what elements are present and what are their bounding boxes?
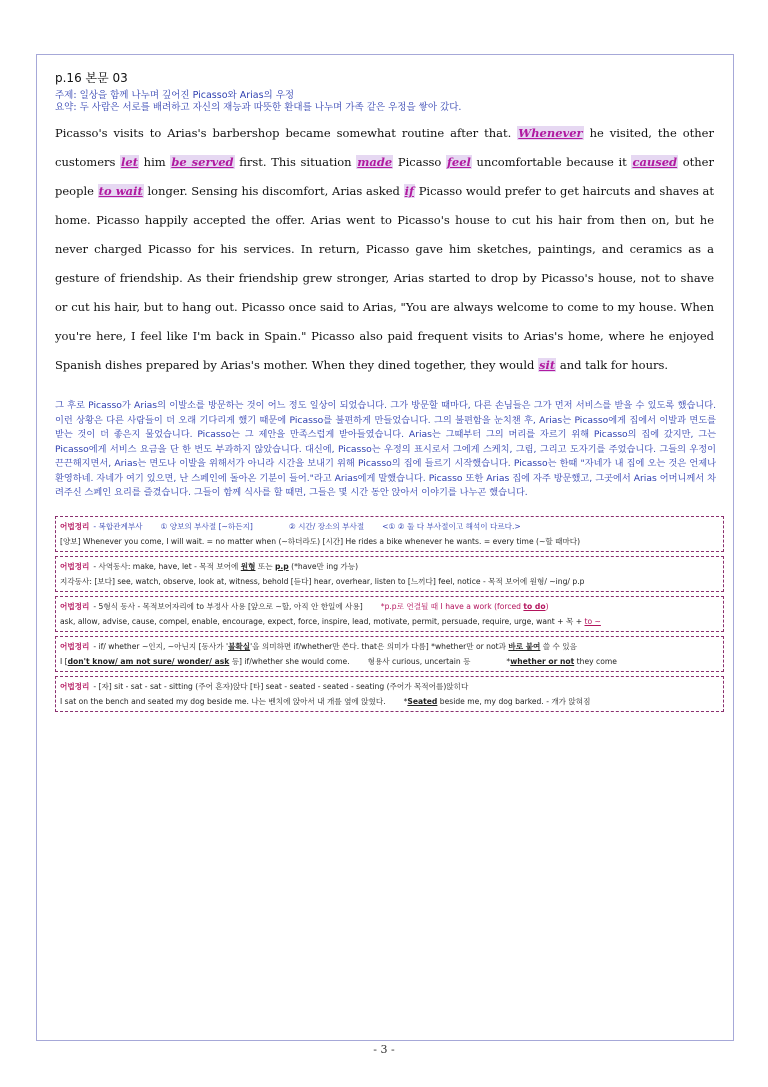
grammar-note-box: 어법정리 - 복합관계부사 ① 양보의 부사절 [~하든지] ② 시간/ 장소의 부사절 <① ② 둘 다 부사절이고 해석이 다르다.> [양보] Whenever you come, I will wait. = no matter when (~하더라도) [시간] He rides a bike whenever he wants. = every time (~할 때마다) bbox=[55, 516, 724, 552]
passage-text: Picasso's visits to Arias's barbershop became somewhat routine after that. Whenever he visited, the other customers let him be served first. This situation made Picasso feel uncomfortable because it caused other people to wait longer. Sensing his discomfort, Arias asked if Picasso would prefer to get haircuts and shaves at home. Picasso happily accepted the offer. Arias went to Picasso's house to cut his hair from then on, but he never charged Picasso for his services. In return, Picasso gave him sketches, paintings, and ceramics as a gesture of friendship. As their friendship grew stronger, Arias started to drop by Picasso's house, not to shave or cut his hair, but to hang out. Picasso once said to Arias, "You are always welcome to come to my house. When you're here, I feel like I'm back in Spain." Picasso also paid frequent visits to Arias's home, where he enjoyed Spanish dishes prepared by Arias's mother. When they dined together, they would sit and talk for hours. bbox=[55, 126, 714, 372]
header bbox=[55, 70, 715, 114]
grammar-highlight: Whenever bbox=[518, 126, 583, 140]
grammar-highlight: sit bbox=[539, 358, 556, 372]
note-title: 어법정리 bbox=[60, 562, 90, 571]
grammar-highlight: feel bbox=[446, 155, 471, 169]
summary-line: 요약: 두 사람은 서로를 배려하고 자신의 재능과 따뜻한 환대를 나누며 가족 같은 우정을 쌓아 갔다. bbox=[55, 102, 462, 113]
grammar-highlight: if bbox=[404, 184, 414, 198]
grammar-highlight: be served bbox=[171, 155, 234, 169]
grammar-highlight: let bbox=[121, 155, 139, 169]
page-reference: p.16 본문 03 bbox=[55, 71, 128, 85]
page-number: - 3 - bbox=[373, 1043, 395, 1056]
grammar-highlight: caused bbox=[632, 155, 678, 169]
grammar-note-box: 어법정리 - if/ whether ~인지, ~아닌지 [동사가 '불확실'을 의미하면 if/whether만 쓴다. that은 의미가 다름] *whether만 or not과 바로 붙여 쓸 수 있음 I [don't know/ am not sure/ wonder/ ask 등] if/whether she would come. 형용사 curious, uncertain 등 *whether or not they come bbox=[55, 636, 724, 672]
grammar-note-box: 어법정리 - [자] sit - sat - sat - sitting (주어 혼자)앉다 [타] seat - seated - seated - seating (주어가 목적어를)앉히다 I sat on the bench and seated my dog beside me. 나는 벤치에 앉아서 내 개를 옆에 앉혔다. *Seated beside me, my dog barked. - 개가 앉혀짐 bbox=[55, 676, 724, 712]
note-title: 어법정리 bbox=[60, 682, 90, 691]
grammar-highlight: to wait bbox=[98, 184, 143, 198]
note-title: 어법정리 bbox=[60, 642, 90, 651]
grammar-note-box: 어법정리 - 사역동사: make, have, let - 목적 보어에 원형 또는 p.p (*have만 ing 가능) 지각동사: [보다] see, watch, observe, look at, witness, behold [듣다] hear, overhear, listen to [느끼다] feel, notice - 목적 보어에 원형/ ~ing/ p.p bbox=[55, 556, 724, 592]
korean-translation: 그 후로 Picasso가 Arias의 이발소를 방문하는 것이 어느 정도 일상이 되었습니다. 그가 방문할 때마다, 다른 손님들은 그가 먼저 서비스를 받을 수 있도록 했습니다. 이런 상황은 다른 사람들이 더 오래 기다리게 했기 때문에 Picasso를 불편하게 만들었습니다. 그의 불편함을 눈치챈 후, Arias는 Picasso에게 집에서 이발과 면도를 받는 것이 더 좋은지 물었습니다. Picasso는 그 제안을 만족스럽게 받아들였습니다. Arias는 그때부터 그의 머리를 자르기 위해 Picasso의 집에 갔지만, 그는 Picasso에게 서비스 요금을 단 한 번도 부과하지 않았습니다. 대신에, Picasso는 우정의 표시로서 그에게 스케치, 그림, 그리고 도자기를 주었습니다. 그들의 우정이 끈끈해지면서, Arias는 면도나 이발을 위해서가 아니라 시간을 보내기 위해 Picasso의 집에 들르기 시작했습니다. Picasso는 한때 "자네가 내 집에 오는 것은 언제나 환영하네. 자네가 여기 있으면, 난 스페인에 돌아온 기분이 들어."라고 Arias에게 말했습니다. Picasso 또한 Arias 집에 자주 방문했고, 그곳에서 Arias 어머니께서 차려주신 스페인 요리를 즐겼습니다. 그들이 함께 식사를 할 때면, 그들은 몇 시간 동안 앉아서 이야기를 나누곤 했습니다. bbox=[55, 400, 716, 498]
topic-line: 주제: 일상을 함께 나누며 깊어진 Picasso와 Arias의 우정 bbox=[55, 90, 295, 101]
grammar-highlight: made bbox=[357, 155, 393, 169]
grammar-notes bbox=[55, 516, 724, 716]
note-title: 어법정리 bbox=[60, 602, 90, 611]
note-title: 어법정리 bbox=[60, 522, 90, 531]
grammar-note-box: 어법정리 - 5형식 동사 - 목적보어자리에 to 부정사 사용 [앞으로 ~할, 아직 안 한일에 사용] *p.p로 연결될 때 I have a work (forced to do) ask, allow, advise, cause, compel, enable, encourage, expect, force, inspire, lead, motivate, permit, persuade, require, urge, want + 목 + to ~ bbox=[55, 596, 724, 632]
